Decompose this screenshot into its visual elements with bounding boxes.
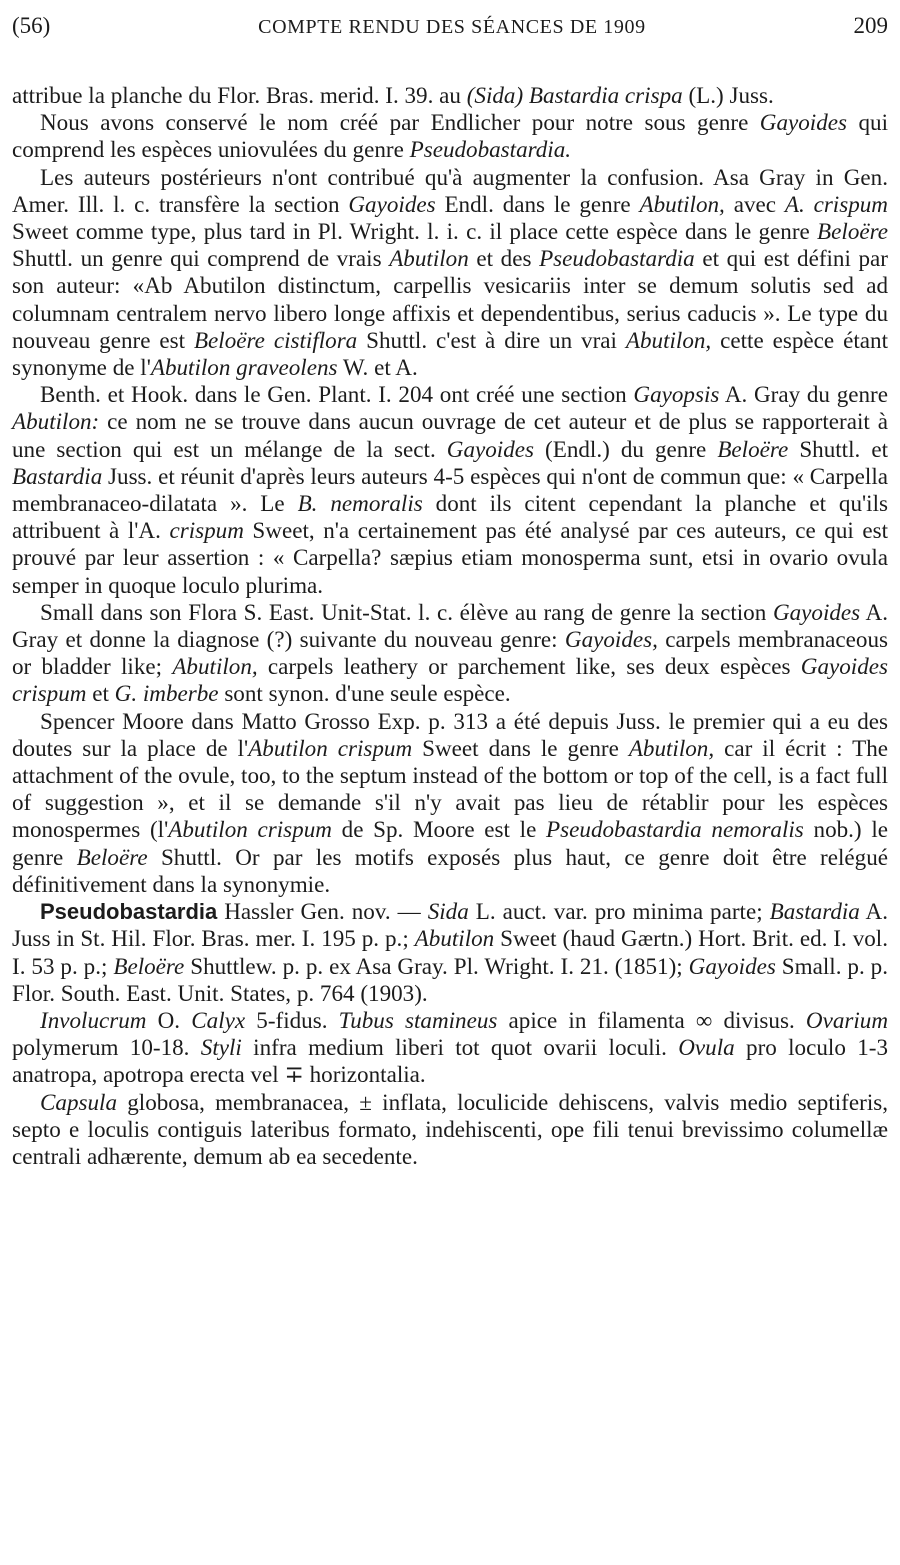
italic-text: Capsula: [40, 1088, 117, 1115]
italic-text: B. nemoralis: [297, 490, 423, 517]
italic-text: (Sida) Bastardia crispa: [466, 82, 683, 108]
italic-text: Gayoides: [759, 109, 848, 136]
italic-text: Gayopsis: [633, 381, 720, 408]
italic-text: Beloëre: [717, 435, 789, 462]
text-run: Spencer Moore dans Matto Grosso Exp. p. 313 a été depuis Juss. le premier qui a eu des doutes sur la place de l': [12, 707, 888, 761]
italic-text: Bastardia: [12, 462, 103, 489]
text-run: Shuttl. Or par les motifs exposés plus haut, ce genre doit être relégué définitivement dans la synonymie.: [12, 843, 888, 897]
text-run: sont synon. d'une seule espèce.: [218, 680, 511, 707]
text-run: infra medium liberi tot quot ovarii loculi.: [241, 1034, 679, 1061]
text-run: Shuttl. et: [788, 435, 888, 462]
italic-text: Abutilon,: [639, 190, 725, 217]
text-run: O.: [146, 1006, 192, 1033]
text-run: Nous avons conservé le nom créé par Endlicher pour notre sous genre: [40, 109, 760, 136]
italic-text: Abutilon crispum: [248, 734, 413, 761]
text-run: apice in filamenta ∞ divisus.: [497, 1006, 806, 1033]
text-run: polymerum 10-18.: [12, 1034, 201, 1061]
italic-text: Gayoides crispum: [12, 653, 888, 707]
text-run: cette espèce étant synonyme de l': [12, 326, 888, 381]
paragraph: [12, 82, 888, 109]
text-run: Sweet, n'a certainement pas été analysé par ces auteurs, ce qui est prouvé par leur assertion : « Carpella? sæpius etiam monosperma sunt, etsi in ovario ovula semper in quoque loculo plurima.: [12, 517, 888, 598]
paragraph: [12, 381, 888, 599]
italic-text: Ovarium: [805, 1006, 888, 1033]
paragraph: [12, 599, 888, 708]
text-run: Juss. et réunit d'après leurs auteurs 4-5 espèces qui n'ont de commun que: « Carpella membranaceo-dilatata ». Le: [12, 462, 888, 517]
text-run: A. Gray du genre: [719, 381, 888, 408]
text-run: carpels leathery or parchement like, ses deux espèces: [257, 653, 801, 680]
paragraph: [12, 1007, 888, 1089]
text-run: de Sp. Moore est le: [331, 816, 547, 843]
text-run: Sweet comme type, plus tard in Pl. Wright. l. i. c. il place cette espèce dans le genre: [12, 218, 818, 245]
italic-text: Abutilon,: [625, 326, 712, 353]
italic-text: Pseudobastardia nemoralis: [546, 816, 804, 843]
text-run: ce nom ne se trouve dans aucun ouvrage de cet auteur et de plus se rapporterait à une section qui est un mélange de la sect.: [12, 408, 888, 462]
italic-text: Abutilon crispum: [168, 816, 332, 843]
italic-text: Abutilon,: [172, 653, 258, 680]
text-run: et: [86, 680, 115, 707]
text-run: (Endl.) du genre: [534, 435, 718, 462]
text-run: carpels membranaceous or bladder like;: [12, 626, 888, 680]
italic-text: Styli: [200, 1034, 242, 1061]
text-run: A. Juss in St. Hil. Flor. Bras. mer. I. 195 p. p.;: [12, 898, 888, 952]
text-run: Benth. et Hook. dans le Gen. Plant. I. 204 ont créé une section: [40, 381, 634, 408]
italic-text: Ovula: [678, 1034, 735, 1061]
text-run: Hassler Gen. nov. —: [217, 898, 428, 925]
italic-text: Pseudobastardia.: [409, 136, 572, 163]
page-number: 209: [853, 13, 888, 38]
text-run: Shuttl. c'est à dire un vrai: [357, 326, 626, 353]
text-run: W. et A.: [337, 354, 418, 381]
italic-text: Abutilon: [414, 925, 495, 952]
italic-text: crispum: [169, 517, 244, 544]
text-run: dont ils citent cependant la planche et qu'ils attribuent à l'A.: [12, 490, 888, 544]
running-header: [12, 12, 888, 46]
italic-text: Beloëre cistiflora: [193, 326, 358, 353]
italic-text: Abutilon graveolens: [150, 354, 338, 381]
text-run: Sweet (haud Gærtn.) Hort. Brit. ed. I. vol. I. 53 p. p.;: [12, 925, 888, 979]
body-text: [12, 82, 888, 1170]
italic-text: Calyx: [191, 1006, 246, 1033]
text-run: Endl. dans le genre: [435, 190, 640, 217]
header-left: (56): [12, 13, 51, 38]
text-run: pro loculo 1-3 anatropa, apotropa erecta vel ∓ horizontalia.: [12, 1034, 888, 1088]
text-run: Sweet dans le genre: [412, 734, 629, 761]
italic-text: Involucrum: [40, 1006, 147, 1033]
italic-text: Gayoides: [348, 190, 436, 217]
italic-text: Abutilon,: [628, 734, 715, 761]
text-run: nob.) le genre: [12, 816, 888, 870]
genus-heading: Pseudobastardia: [40, 899, 218, 925]
italic-text: Sida: [427, 898, 469, 925]
header-title: COMPTE RENDU DES SÉANCES DE 1909: [258, 16, 646, 38]
italic-text: Beloëre: [113, 952, 185, 979]
italic-text: Gayoides: [772, 598, 861, 625]
italic-text: G. imberbe: [114, 680, 219, 707]
italic-text: Abutilon:: [12, 408, 100, 435]
italic-text: A. crispum: [784, 190, 888, 217]
text-run: attribue la planche du Flor. Bras. merid. I. 39. au: [12, 82, 467, 108]
italic-text: Gayoides,: [564, 626, 658, 653]
text-run: (L.) Juss.: [682, 82, 774, 108]
text-run: globosa, membranacea, ± inflata, loculicide dehiscens, valvis medio septiferis, septo e loculis contiguis lateribus formato, indehiscenti, ope fili tenui brevissimo columellæ centrali adhærente, demum ab ea secedente.: [12, 1088, 888, 1169]
text-run: car il écrit : The attachment of the ovule, too, to the septum instead of the bottom or top of the cell, is a fact full of suggestion », et il se demande s'il n'y avait pas lieu de rétablir pour les espèces monospermes (l': [12, 734, 889, 843]
text-run: 5-fidus.: [245, 1006, 339, 1033]
italic-text: Tubus stamineus: [338, 1006, 498, 1033]
text-run: Shuttlew. p. p. ex Asa Gray. Pl. Wright. I. 21. (1851);: [184, 952, 689, 979]
text-run: Shuttl. un genre qui comprend de vrais: [12, 245, 390, 272]
text-run: Small. p. p. Flor. South. East. Unit. States, p. 764 (1903).: [12, 952, 888, 1006]
text-run: Les auteurs postérieurs n'ont contribué qu'à augmenter la confusion. Asa Gray in Gen. Amer. Ill. l. c. transfère la section: [12, 163, 888, 217]
text-run: A. Gray et donne la diagnose (?) suivante du nouveau genre:: [12, 598, 888, 653]
paragraph: [12, 1089, 888, 1171]
text-run: et des: [468, 245, 540, 272]
paragraph: [12, 109, 888, 163]
paragraph: [12, 708, 888, 898]
italic-text: Abutilon: [389, 245, 469, 272]
italic-text: Gayoides: [446, 435, 534, 462]
text-run: avec: [724, 190, 785, 217]
text-run: qui comprend les espèces uniovulées du genre: [12, 109, 888, 163]
text-run: et qui est défini par son auteur: «Ab Abutilon distinctum, carpellis vesicariis inter se demum solutis sed ad columnam centralem nervo libero longe affixis et dependentibus, serius caducis ». Le type du nouveau genre est: [12, 245, 888, 353]
paragraph: [12, 898, 888, 1007]
text-run: Small dans son Flora S. East. Unit-Stat. l. c. élève au rang de genre la section: [40, 598, 773, 625]
italic-text: Beloëre: [817, 218, 888, 245]
text-run: L. auct. var. pro minima parte;: [468, 898, 770, 925]
italic-text: Gayoides: [688, 952, 776, 979]
italic-text: Bastardia: [769, 898, 860, 925]
italic-text: Beloëre: [76, 843, 148, 870]
italic-text: Pseudobastardia: [539, 245, 695, 272]
paragraph: [12, 164, 888, 382]
